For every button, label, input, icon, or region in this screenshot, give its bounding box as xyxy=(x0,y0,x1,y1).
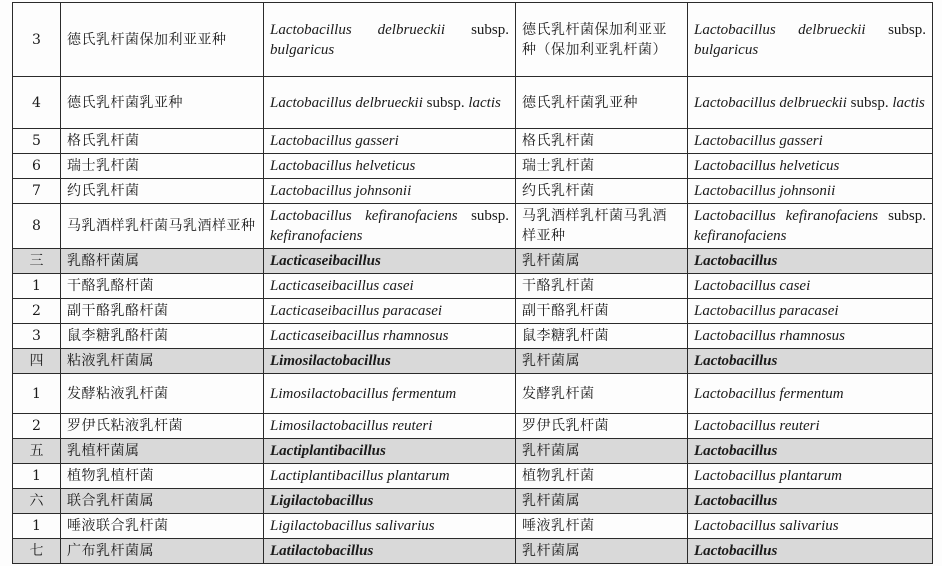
row-number-cell: 2 xyxy=(13,299,61,324)
latin-name-former-cell xyxy=(688,3,933,77)
latin-name-former-cell xyxy=(688,374,933,414)
latin-name-new-cell xyxy=(264,204,516,249)
species-row xyxy=(13,274,933,299)
species-row xyxy=(13,3,933,77)
genus-row xyxy=(13,349,933,374)
latin-name-new-cell xyxy=(264,349,516,374)
species-row xyxy=(13,324,933,349)
chinese-name-cell: 联合乳杆菌属 xyxy=(61,489,264,514)
genus-row xyxy=(13,249,933,274)
chinese-name-cell: 粘液乳杆菌属 xyxy=(61,349,264,374)
latin-name-new-cell xyxy=(264,274,516,299)
genus-row xyxy=(13,439,933,464)
latin-name-part: subsp. xyxy=(878,208,926,224)
chinese-name-cell: 植物乳植杆菌 xyxy=(61,464,264,489)
latin-name-former-cell xyxy=(688,129,933,154)
former-chinese-name-cell: 唾液乳杆菌 xyxy=(516,514,688,539)
latin-name-part: Lacticaseibacillus casei xyxy=(270,278,414,294)
latin-name-part: Lactobacillus helveticus xyxy=(270,158,416,174)
former-chinese-name-cell: 乳杆菌属 xyxy=(516,349,688,374)
latin-name-part: subsp. xyxy=(422,94,469,111)
former-chinese-name-cell: 格氏乳杆菌 xyxy=(516,129,688,154)
species-row xyxy=(13,299,933,324)
former-chinese-name-cell: 植物乳杆菌 xyxy=(516,464,688,489)
latin-name-part: Lactobacillus kefiranofaciens xyxy=(270,208,458,224)
former-chinese-name-cell: 马乳酒样乳杆菌马乳酒样亚种 xyxy=(516,204,688,249)
latin-name-new-cell xyxy=(264,374,516,414)
former-chinese-name-cell: 乳杆菌属 xyxy=(516,489,688,514)
latin-name-part: kefiranofaciens xyxy=(270,228,363,244)
chinese-name-cell: 副干酪乳酪杆菌 xyxy=(61,299,264,324)
latin-name-new-cell xyxy=(264,489,516,514)
former-chinese-name-cell: 乳杆菌属 xyxy=(516,249,688,274)
latin-name-new-cell xyxy=(264,324,516,349)
latin-name-part: Lactobacillus salivarius xyxy=(694,518,839,534)
latin-name-part: Lactobacillus delbrueckii xyxy=(270,21,446,38)
latin-name-part: Lactobacillus xyxy=(694,353,778,369)
latin-name-former-cell xyxy=(688,154,933,179)
former-chinese-name-cell: 副干酪乳杆菌 xyxy=(516,299,688,324)
species-name-table xyxy=(12,2,933,564)
latin-name-former-cell xyxy=(688,414,933,439)
latin-name-part: Lactobacillus rhamnosus xyxy=(694,328,845,344)
genus-row xyxy=(13,539,933,564)
latin-name-part: Lactobacillus casei xyxy=(694,278,811,294)
latin-name-part: Lactobacillus kefiranofaciens xyxy=(694,208,879,224)
latin-name-part: Lactobacillus reuteri xyxy=(694,418,820,434)
species-row xyxy=(13,77,933,129)
latin-name-former-cell xyxy=(688,299,933,324)
chinese-name-cell: 乳植杆菌属 xyxy=(61,439,264,464)
species-row xyxy=(13,414,933,439)
former-chinese-name-cell: 罗伊氏乳杆菌 xyxy=(516,414,688,439)
latin-name-former-cell xyxy=(688,77,933,129)
row-number-cell: 4 xyxy=(13,77,61,129)
row-number-cell: 5 xyxy=(13,129,61,154)
latin-name-part: lactis xyxy=(468,94,501,111)
latin-name-new-cell xyxy=(264,179,516,204)
former-chinese-name-cell: 瑞士乳杆菌 xyxy=(516,154,688,179)
row-number-cell: 六 xyxy=(13,489,61,514)
former-chinese-name-cell: 乳杆菌属 xyxy=(516,539,688,564)
chinese-name-cell: 鼠李糖乳酪杆菌 xyxy=(61,324,264,349)
latin-name-part: Lactobacillus xyxy=(694,493,778,509)
latin-name-new-cell xyxy=(264,414,516,439)
chinese-name-cell: 德氏乳杆菌乳亚种 xyxy=(61,77,264,129)
latin-name-former-cell xyxy=(688,514,933,539)
latin-name-new-cell xyxy=(264,514,516,539)
latin-name-new-cell xyxy=(264,249,516,274)
latin-name-part: subsp. xyxy=(846,94,893,111)
chinese-name-cell: 格氏乳杆菌 xyxy=(61,129,264,154)
species-row xyxy=(13,514,933,539)
row-number-cell: 7 xyxy=(13,179,61,204)
chinese-name-cell: 乳酪杆菌属 xyxy=(61,249,264,274)
latin-name-part: bulgaricus xyxy=(694,41,759,58)
species-row xyxy=(13,204,933,249)
row-number-cell: 2 xyxy=(13,414,61,439)
row-number-cell: 1 xyxy=(13,374,61,414)
species-row xyxy=(13,179,933,204)
latin-name-part: Lactobacillus delbrueckii xyxy=(270,94,423,111)
latin-name-former-cell xyxy=(688,204,933,249)
latin-name-new-cell xyxy=(264,129,516,154)
row-number-cell: 三 xyxy=(13,249,61,274)
row-number-cell: 1 xyxy=(13,274,61,299)
row-number-cell: 1 xyxy=(13,464,61,489)
latin-name-former-cell xyxy=(688,179,933,204)
latin-name-new-cell xyxy=(264,299,516,324)
latin-name-part: Lactiplantibacillus plantarum xyxy=(270,468,450,484)
genus-row xyxy=(13,489,933,514)
row-number-cell: 四 xyxy=(13,349,61,374)
latin-name-new-cell xyxy=(264,539,516,564)
former-chinese-name-cell: 约氏乳杆菌 xyxy=(516,179,688,204)
latin-name-former-cell xyxy=(688,324,933,349)
chinese-name-cell: 唾液联合乳杆菌 xyxy=(61,514,264,539)
species-row xyxy=(13,129,933,154)
latin-name-part: subsp. xyxy=(445,21,509,38)
row-number-cell: 1 xyxy=(13,514,61,539)
latin-name-part: Lactobacillus xyxy=(694,253,778,269)
chinese-name-cell: 罗伊氏粘液乳杆菌 xyxy=(61,414,264,439)
latin-name-former-cell xyxy=(688,349,933,374)
latin-name-new-cell xyxy=(264,464,516,489)
latin-name-part: Lactobacillus helveticus xyxy=(694,158,840,174)
chinese-name-cell: 德氏乳杆菌保加利亚亚种 xyxy=(61,3,264,77)
row-number-cell: 3 xyxy=(13,3,61,77)
latin-name-former-cell xyxy=(688,464,933,489)
latin-name-part: Lactobacillus delbrueckii xyxy=(694,94,847,111)
latin-name-part: Latilactobacillus xyxy=(270,543,374,559)
latin-name-part: bulgaricus xyxy=(270,41,335,58)
latin-name-former-cell xyxy=(688,489,933,514)
latin-name-part: Ligilactobacillus xyxy=(270,493,374,509)
former-chinese-name-cell: 干酪乳杆菌 xyxy=(516,274,688,299)
row-number-cell: 8 xyxy=(13,204,61,249)
latin-name-part: Lactobacillus johnsonii xyxy=(270,183,412,199)
former-chinese-name-cell: 德氏乳杆菌乳亚种 xyxy=(516,77,688,129)
row-number-cell: 五 xyxy=(13,439,61,464)
latin-name-part: Limosilactobacillus fermentum xyxy=(270,385,457,402)
chinese-name-cell: 瑞士乳杆菌 xyxy=(61,154,264,179)
latin-name-former-cell xyxy=(688,274,933,299)
latin-name-part: subsp. xyxy=(457,208,509,224)
row-number-cell: 3 xyxy=(13,324,61,349)
latin-name-part: Lactobacillus gasseri xyxy=(694,133,823,149)
species-row xyxy=(13,154,933,179)
latin-name-part: Lactobacillus johnsonii xyxy=(694,183,836,199)
latin-name-part: Lactobacillus delbrueckii xyxy=(694,21,866,38)
chinese-name-cell: 发酵粘液乳杆菌 xyxy=(61,374,264,414)
latin-name-part: Lacticaseibacillus paracasei xyxy=(270,303,443,319)
latin-name-part: Ligilactobacillus salivarius xyxy=(270,518,435,534)
latin-name-new-cell xyxy=(264,439,516,464)
latin-name-part: kefiranofaciens xyxy=(694,228,787,244)
former-chinese-name-cell: 德氏乳杆菌保加利亚亚种（保加利亚乳杆菌） xyxy=(516,3,688,77)
latin-name-part: Lactobacillus gasseri xyxy=(270,133,399,149)
latin-name-former-cell xyxy=(688,539,933,564)
latin-name-part: Lactiplantibacillus xyxy=(270,443,386,459)
chinese-name-cell: 广布乳杆菌属 xyxy=(61,539,264,564)
species-row xyxy=(13,374,933,414)
latin-name-part: Limosilactobacillus xyxy=(270,353,391,369)
latin-name-part: Lactobacillus plantarum xyxy=(694,468,842,484)
chinese-name-cell: 约氏乳杆菌 xyxy=(61,179,264,204)
table-body xyxy=(13,3,933,564)
latin-name-part: Lacticaseibacillus xyxy=(270,253,381,269)
row-number-cell: 七 xyxy=(13,539,61,564)
latin-name-part: Lactobacillus xyxy=(694,443,778,459)
latin-name-part: subsp. xyxy=(865,21,926,38)
chinese-name-cell: 马乳酒样乳杆菌马乳酒样亚种 xyxy=(61,204,264,249)
latin-name-former-cell xyxy=(688,439,933,464)
latin-name-part: Lactobacillus xyxy=(694,543,778,559)
latin-name-part: lactis xyxy=(892,94,925,111)
latin-name-new-cell xyxy=(264,77,516,129)
former-chinese-name-cell: 鼠李糖乳杆菌 xyxy=(516,324,688,349)
species-row xyxy=(13,464,933,489)
latin-name-part: Lactobacillus fermentum xyxy=(694,385,844,402)
latin-name-former-cell xyxy=(688,249,933,274)
former-chinese-name-cell: 乳杆菌属 xyxy=(516,439,688,464)
latin-name-part: Lacticaseibacillus rhamnosus xyxy=(270,328,449,344)
latin-name-part: Lactobacillus paracasei xyxy=(694,303,839,319)
chinese-name-cell: 干酪乳酪杆菌 xyxy=(61,274,264,299)
latin-name-new-cell xyxy=(264,154,516,179)
latin-name-part: Limosilactobacillus reuteri xyxy=(270,418,433,434)
former-chinese-name-cell: 发酵乳杆菌 xyxy=(516,374,688,414)
row-number-cell: 6 xyxy=(13,154,61,179)
latin-name-new-cell xyxy=(264,3,516,77)
